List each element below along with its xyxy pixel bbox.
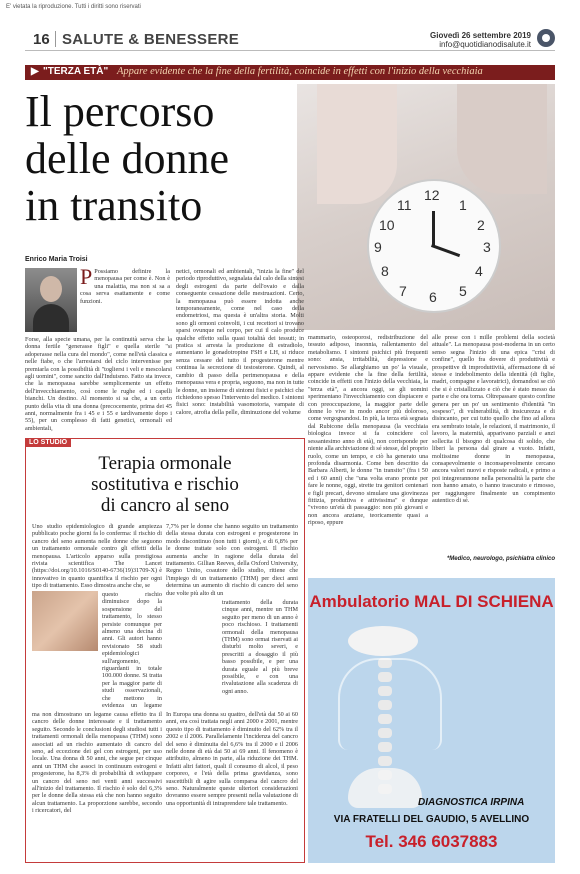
article-column-2: netici, ormonali ed ambientali, "inizia la fine" del periodo riproduttivo, segnalata dal calo della sintesi degli estrogeni da parte dell'ovaio e dalla conseguente cessazione delle mestruazioni. Certo, la menopausa può essere indotta anche temporaneamente, come nel caso della endometriosi, ma questa è un'altra storia. Molti sono gli ormoni coinvolti, i cui recettori si trovano sparsi ovunque nel corpo, per cui il calo produce qualche effetto sulla quasi totalità dei tessuti; in pratica si arresta la produzione di estradiolo, aumentano le gonadotropine FSH e LH, si riduce senza cessare del tutto il progesterone mentre continua la secrezione di testosterone. Quindi, al cambio di passo della perimenopausa e della menopausa vera e propria, seguono, ma non in tutte le donne, un insieme di sintomi fisici e psichici che richiedono spesso l'intervento del medico. I sintomi fisici sono: instabilità vasomotoria, vampate di calore, atrofia della pelle, diminuzione del volume — [176, 268, 304, 416]
article-lead-text: Possiamo definire la menopausa per come è. Non è una malattia, ma non si sa a cosa serva esattamente e come funzioni. — [80, 268, 170, 305]
clock-number: 5 — [459, 283, 467, 299]
photo-torso-shape-right — [457, 84, 547, 194]
ad-phone[interactable]: Tel. 346 6037883 — [365, 832, 498, 851]
study-column-2a: 7,7% per le donne che hanno seguito un trattamento della stessa durata con estrogeni e progesterone in modo discontinuo (non tutti i giorni), e di 6,8% per le donne trattate solo con estrogeni. Il rischio aumenta anche in ragione della durata del trattamento. Gillian Reeves, della Oxford University, Regno Unito, coautore dello studio, ritiene che l'impiego di un trattamento (THM) per dieci anni determina un aumento di rischio di cancro del seno due volte più alto di un — [166, 523, 298, 597]
section-title: SALUTE & BENESSERE — [62, 31, 240, 48]
drop-cap: P — [80, 268, 93, 289]
page-header — [25, 28, 555, 51]
author-signature: *Medico, neurologo, psichiatra clinico — [446, 556, 555, 562]
clock-number: 7 — [399, 283, 407, 299]
article-headline — [25, 88, 295, 229]
pelvis-shape — [348, 768, 422, 808]
clock-number: 6 — [429, 289, 437, 305]
study-column-1a: Uno studio epidemiologico di grande ampiezza pubblicato poche giorni fa lo conferma: il rischio di cancro del seno aumenta nelle donne che seguono un trattamento ormonale contro gli effetti della menopausa. L'articolo apparso sulla prestigiosa rivista scientifica The Lancet (https://doi.org/10.1016/S0140-6736(19)31709-X) è innovativo in quanto quantifica il rischio per ogni tipo di trattamento. Esso dimostra anche che, se — [32, 523, 162, 589]
clock-number: 10 — [379, 217, 395, 233]
ad-company: DIAGNOSTICA IRPINA — [418, 797, 525, 808]
page-number: 16 — [33, 31, 50, 48]
arrow-icon: ▶ — [31, 66, 39, 77]
ribcage-shape — [338, 658, 442, 750]
header-date-block — [331, 31, 531, 49]
topic-bar — [25, 65, 555, 80]
clock-number: 2 — [477, 217, 485, 233]
study-column-2b: trattamento della durata cinque anni, mentre un THM seguito per meno di un anno è poco rischioso. I trattamenti ormonali della menopausa (THM) sono ormai riservati ai disturbi molto severi, e prescritti a dosaggio il più basso possibile, e per una durata eguale al più breve possibile, e con una rivalutazione alla scadenza di ogni anno. — [222, 599, 298, 695]
article-column-1: Forse, alla specie umana, per la continuità serva che la donna fertile "generasse figli" e quella sterile "si adoperasse nella cura del mondo", come nell'età classica e nelle fiabe, o che l'arrestarsi del ciclo intervenisse per premiarla con la possibilità di "togliersi i veli e mescolarsi agli uomini", come sancito dall'Induismo. Fatto sta invece, che la menopausa sarebbe semplicemente un effetto dell'invecchiamento, così come le rughe ed i capelli bianchi. Un destino. Al momento si sa che, a un certo punto della vita di una donna (precocemente, prima dei 45 anni, normalmente fra i 45 e i 55 e tardivamente dopo i 55), per un complesso di fatti genetici, ormonali ed ambientali, — [25, 336, 172, 432]
hand-photo — [32, 591, 98, 651]
headline-line-1: Il percorso — [25, 87, 215, 136]
author-photo — [25, 268, 77, 332]
newspaper-logo-icon — [537, 29, 555, 47]
study-column-2c: In Europa una donna su quattro, dell'età dai 50 ai 60 anni, era così trattata negli anni 2000 e 2001, mentre questo tipo di trattamento è diminuito del 62% tra il 2002 e il 2006. Parallelamente l'incidenza del cancro del seno è diminuita del 6,6% tra il 2000 e il 2006 nelle donne di età dai 50 ai 69 anni. Il fenomeno è attribuito, almeno in parte, alla riduzione dei THM. Infatti altri fattori, quali il consumo di alcol, il peso corporeo, e l'età della prima gravidanza, sono suscettibili di agire sulla comparsa del cancro del seno. Naturalmente queste ulteriori considerazioni dovranno essere sempre presenti nella valutazione di una opportunità di intraprendere tale trattamento. — [166, 711, 298, 807]
ad-address: VIA FRATELLI DEL GAUDIO, 5 AVELLINO — [333, 814, 530, 825]
header-divider — [55, 31, 56, 47]
clock-hand — [431, 244, 460, 257]
clock-number: 11 — [397, 197, 412, 213]
topic-kicker: Appare evidente che la fine della fertilità, coincide in effetti con l'inizio della vecchiaia — [117, 66, 483, 77]
clock-icon — [367, 179, 501, 313]
headline-line-3: in transito — [25, 181, 203, 230]
article-photo — [297, 84, 555, 330]
article-column-4: alle prese con i mille problemi della società attuale". La menopausa post-moderna in un certo senso segna l'inizio di una epica "crisi di confine", quello fra dovere di produttività e prospettive di improduttività, affermazione di sé stesse e indebolimento della identità (di figlie, madri, compagne e lavoratrici), domandosi se ciò che si è cristallizzato e ciò che è stato messo da parte e che ora torna. Oltrepassare questo confine genera per un po' un sentimento d'identità "in sospeso", di vulnerabilità, di insicurezza e di disincanto, per cui tutto quello che fino ad allora era sembrato totale, le relazioni, il matrimonio, il lavoro, la maternità, apparivano parziali e anzi sollecita il bisogno di qualcosa di solido, che liberi la persona dal girare a vuoto. Infatti, moltissime donne in menopausa, consapevolmente o inconsapevolmente cercano ancora valori nuovi e risposte radicali, e primo a poi integrerannone nella personalità la parte che non hanno amato, o hanno trascurato e rimosso, per raggiungere finalmente un compimento autentico di sé. — [432, 334, 555, 504]
clock-number: 3 — [483, 239, 491, 255]
clock-hand — [432, 211, 435, 247]
headline-line-2: delle donne — [25, 134, 230, 183]
study-box — [25, 438, 305, 863]
study-box-tag: LO STUDIO — [25, 438, 71, 447]
copyright-notice: E' vietata la riproduzione. Tutti i diritti sono riservati — [6, 4, 141, 10]
issue-date: Giovedì 26 settembre 2019 — [430, 31, 531, 40]
study-column-1c: ma non dimostrano un legame causa effetto tra il cancro delle donne interessate e il trattamento seguito. Secondo le conclusioni degli studiosi tutti i trattamenti ormonali della menopausa (THM) sono associati ad un rischio aumentato di cancro del seno, ad eccezione dei gel con estrogeni, per uso locale. Una donna di 50 anni, che segue per cinque anni un THM che associ in continuum estrogeni e progesterone, ha 8,3% di probabilità di sviluppare un cancro del seno nei venti anni successivi all'inizio del trattamento. Il rischio è solo del 6,3% per le donne della stessa età che non hanno seguito alcun trattamento. La proporzione sarebbe, secondo i ricercatori, del — [32, 711, 162, 815]
byline: Enrico Maria Troisi — [25, 256, 88, 263]
study-column-1b: questo rischio diminuisce dopo la sospensione del trattamento, lo stesso persiste comunque per almeno una decina di anni. Gli autori hanno revisionato 58 studi epidemiologici sull'argomento, riguardanti in totale 100.000 donne. Si tratta per la maggior parte di studi osservazionali, che mettono in evidenza un legame — [102, 591, 162, 709]
study-title-line-3: di cancro al seno — [100, 495, 230, 516]
study-title-line-1: Terapia ormonale — [98, 453, 232, 474]
topic-tag: "TERZA ETÀ" — [43, 66, 109, 77]
clock-number: 1 — [459, 197, 467, 213]
article-column-3: mammario, osteoporosi, redistribuzione del tessuto adiposo, insonnia, rallentamento del metabolismo. I sintomi psichici più frequenti sono: ansia, irritabilità, depressione e nervosismo. Se allarghiamo un po' la visuale, appare evidente che la fine della fertilità, coincide in effetti con l'inizio della vecchiaia, la "terza età", a ancora oggi, se gli uomini sperimentano l'invecchiamento con dispiacere e con preoccupazione, la maggior parte delle donne lo vive in modo ancor più doloroso, come vergognandosi. In più, la terza età segnata dal Rubicone della menopausa (la vecchiaia biologica invece si fa coincidere col sessantesimo anno di età), non corrisponde per niente alla archiviazione di sé stesse, del proprio ruolo, come un tempo, e ciò ha generato una profonda disarmonia. Come ben descritto da Barbara Alberti, le donne "in transito" (fra i 50 ed i 60 anni) che "una volta erano pronte per fare le nonne, oggi, strette tra genitori centenari e figli precari, devono simulare una giovinezza fittizia, produttiva e attivissima" e dunque "vivono un'età di passaggio: non più giovani e non ancora anziane, teoricamente quasi a riposo, eppure — [308, 334, 428, 527]
study-box-title — [46, 453, 284, 516]
clock-number: 4 — [475, 263, 483, 279]
photo-torso-shape — [317, 84, 397, 204]
clock-number: 12 — [424, 187, 440, 203]
skull-shape — [348, 626, 418, 656]
ad-title: Ambulatorio MAL DI SCHIENA — [309, 592, 554, 611]
clock-number: 9 — [374, 239, 382, 255]
study-title-line-2: sostitutiva e rischio — [91, 474, 239, 495]
advertisement[interactable] — [308, 578, 555, 863]
article-lead — [80, 268, 170, 333]
contact-email[interactable]: info@quotidianodisalute.it — [439, 40, 531, 49]
clock-number: 8 — [381, 263, 389, 279]
